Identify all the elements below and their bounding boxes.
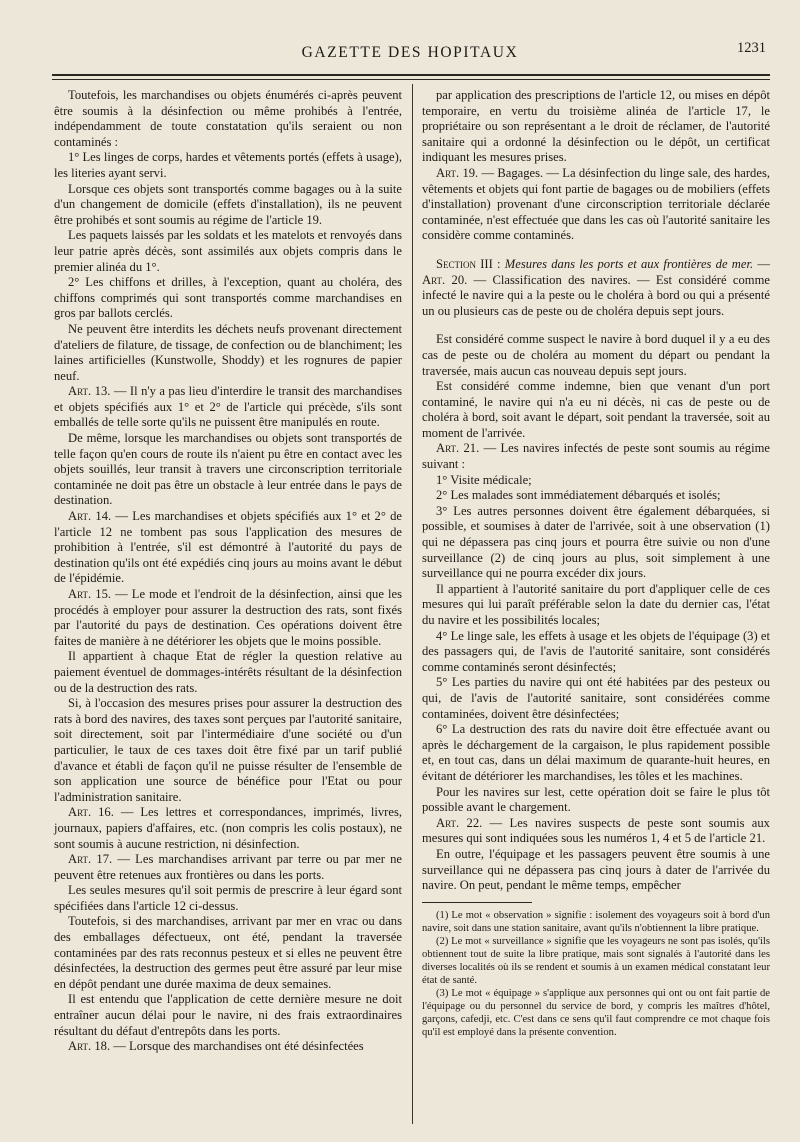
paragraph-text: Si, à l'occasion des mesures prises pour assurer la destruction des rats à bord des navires, des taxes sont perçues par l'autorité sanitaire, soit directement, soit par l'intermédiaire d'une société ou d'un particulier, le taux de ces taxes doit être fixé par un tarif publié d'avance et établi de façon qu'il ne puisse résulter de l'ensemble de son application une source de bénéfice pour l'Etat ou pour l'administration sanitaire. (54, 696, 402, 804)
paragraph (54, 150, 402, 181)
paragraph (422, 473, 770, 489)
paragraph-text: Il appartient à chaque Etat de régler la question relative au paiement éventuel de dommages-intérêts résultant de la désinfection ou de la destruction des rats. (54, 649, 402, 695)
footnote: (3) Le mot « équipage » s'applique aux personnes qui ont ou ont fait partie de l'équipage ou du personnel du service de bord, y compris les maîtres d'hôtel, garçons, cafedji, etc. C'est dans ce sens qu'il faut comprendre ce mot chaque fois qu'il est employé dans la présente convention. (422, 987, 770, 1038)
paragraph (54, 431, 402, 509)
paragraph-text: — Les navires suspects de peste sont soumis aux mesures qui sont indiquées sous les numéros 1, 4 et 5 de l'article 21. (422, 815, 770, 846)
paragraph-text: Les seules mesures qu'il soit permis de prescrire à leur égard sont spécifiées dans l'article 12 ci-dessus. (54, 883, 402, 913)
paragraph-text: 2° Les chiffons et drilles, à l'exception, quant au choléra, des chiffons comprimés qui sont transportés comme marchandises en gros par ballots cerclés. (54, 275, 402, 321)
article-label: Art. 19. (436, 165, 479, 180)
paragraph (422, 504, 770, 582)
paragraph-text: Lorsque ces objets sont transportés comme bagages ou à la suite d'un changement de domicile (effets d'installation), ils ne peuvent être prohibés et sont soumis au régime de l'article 19. (54, 181, 402, 227)
section-gap (422, 244, 770, 257)
paragraph-text: 2° Les malades sont immédiatement débarqués et isolés; (436, 488, 721, 503)
paragraph (54, 275, 402, 322)
paragraph (422, 332, 770, 379)
section-name: Mesures dans les ports et aux frontières de mer. (500, 256, 754, 271)
paragraph (422, 582, 770, 629)
paragraph (422, 722, 770, 784)
paragraph (54, 322, 402, 384)
paragraph (54, 384, 402, 431)
paragraph-text: 1° Les linges de corps, hardes et vêtements portés (effets à usage), les literies ayant servi. (54, 150, 402, 180)
paragraph-text: 6° La destruction des rats du navire doit être effectuée avant ou après le déchargement de la cargaison, le plus rapidement possible et, en tout cas, dans un délai maximum de quarante-huit heures, en évitant de détériorer les marchandises, les tôles et les machines. (422, 722, 770, 783)
paragraph (422, 488, 770, 504)
paragraph (422, 441, 770, 472)
paragraph-text: — Il n'y a pas lieu d'interdire le transit des marchandises et objets spécifiés aux 1° et 2° de l'article qui précède, s'ils sont emballés de telle sorte qu'ils ne puissent être manipulés en route. (54, 384, 402, 430)
paragraph-text: De même, lorsque les marchandises ou objets sont transportés de telle façon qu'en cours de route ils n'aient pu être en contact avec les objets souillés, leur transit à travers une circonscription territoriale contaminée ne doit pas être un obstacle à leur entrée dans le pays de destination. (54, 431, 402, 508)
paragraph-text: Pour les navires sur lest, cette opération doit se faire le plus tôt possible avant le chargement. (422, 784, 770, 815)
paragraph-text: Les paquets laissés par les soldats et les matelots et renvoyés dans leur patrie après décès, sont assimilés aux objets compris dans le premier alinéa du 1°. (54, 228, 402, 274)
article-label: Art. 22. (436, 815, 483, 830)
paragraph-text: Toutefois, les marchandises ou objets énumérés ci-après peuvent être soumis à la désinfection ou même prohibés à l'entrée, indépendamment de toute constatation qu'ils seraient ou non contaminés : (54, 88, 402, 149)
paragraph (54, 509, 402, 587)
header-rule-thick (52, 74, 770, 76)
paragraph-text: — Le mode et l'endroit de la désinfection, ainsi que les procédés à employer pour assurer la destruction des rats, sont fixés par l'autorité du pays de destination. Ces opérations doivent être faites de manière à ne détériorer les objets que le moins possible. (54, 587, 402, 648)
paragraph (54, 649, 402, 696)
article-label: Art. 13. (68, 384, 111, 399)
paragraph-text: par application des prescriptions de l'article 12, ou mises en dépôt temporaire, en vertu du troisième alinéa de l'article 17, le propriétaire ou son représentant a le droit de réclamer, de l'autorité sanitaire qui a ordonné la désinfection ou le dépôt, un certificat indiquant les mesures prises. (422, 88, 770, 165)
paragraph (422, 629, 770, 676)
page-number: 1231 (737, 40, 766, 56)
paragraph (422, 847, 770, 894)
paragraph (422, 675, 770, 722)
column-divider (412, 84, 413, 1124)
paragraph (54, 88, 402, 150)
footnote: (2) Le mot « surveillance » signifie que les voyageurs ne sont pas isolés, qu'ils obtiennent tout de suite la libre pratique, mais sont signalés à l'autorité dans les diverses localités où ils se rendent et soumis à un examen médical constatant leur état de santé. (422, 935, 770, 986)
paragraph (54, 883, 402, 914)
paragraph (54, 182, 402, 229)
paragraph (422, 785, 770, 816)
article-label: Art. 17. (68, 852, 113, 867)
paragraph-text: Ne peuvent être interdits les déchets neufs provenant directement d'ateliers de filature, de tissage, de confection ou de blanchiment; les laines artificielles (Kunstwolle, Shoddy) et les rognures de papier neuf. (54, 321, 402, 383)
paragraph (54, 805, 402, 852)
paragraph-text: — Classification des navires. — Est considéré comme infecté le navire qui a la peste ou le choléra à bord ou qui a présenté un ou plusieurs cas de peste ou de choléra depuis sept jours. (422, 272, 770, 318)
paragraph (54, 696, 402, 805)
section-label: Section III : (436, 256, 501, 271)
paragraph-text: — Bagages. — La désinfection du linge sale, des hardes, vêtements et objets qui font partie de bagages ou de mobiliers (effets d'installation) provenant d'une circonscription territoriale déclarée contaminée, n'est effectuée que dans les cas où l'autorité sanitaire les considère comme contaminés. (422, 165, 770, 243)
paragraph (54, 852, 402, 883)
paragraph (54, 992, 402, 1039)
paragraph-text: En outre, l'équipage et les passagers peuvent être soumis à une surveillance qui ne dépassera pas cinq jours à dater de l'arrivée du navire. On peut, pendant le même temps, empêcher (422, 846, 770, 893)
article-label: Art. 18. (68, 1039, 111, 1054)
running-title: GAZETTE DES HOPITAUX (301, 44, 519, 61)
paragraph-text: Est considéré comme suspect le navire à bord duquel il y a eu des cas de peste ou de choléra au moment du départ ou pendant la traversée, mais aucun cas nouveau depuis sept jours. (422, 332, 770, 378)
footnote: (1) Le mot « observation » signifie : isolement des voyageurs soit à bord d'un navire, soit dans une station sanitaire, avant qu'ils n'obtiennent la libre pratique. (422, 909, 770, 934)
footnotes (422, 909, 770, 1039)
paragraph-text: 1° Visite médicale; (436, 472, 532, 487)
section-gap (422, 319, 770, 332)
paragraph-text: 5° Les parties du navire qui ont été habitées par des pesteux ou qui, de l'avis de l'autorité sanitaire, sont considérées comme contaminées, doivent être désinfectées; (422, 675, 770, 721)
paragraph-text: Toutefois, si des marchandises, arrivant par mer en vrac ou dans des emballages défectueux, ont été, pendant la traversée contaminées par des rats reconnus pesteux et si elles ne peuvent être désinfectées, la destruction des germes peut être assuré par leur mise en dépôt pendant une durée maxima de deux semaines. (54, 914, 402, 991)
paragraph-text: — Les marchandises et objets spécifiés aux 1° et 2° de l'article 12 ne tombent pas sous l'application des mesures de prohibition à l'entrée, s'il est démontré à l'autorité du pays de destination qu'ils ont été expédiés cinq jours au moins avant le début de l'épidémie. (54, 509, 402, 586)
paragraph-text: Il appartient à l'autorité sanitaire du port d'appliquer celle de ces mesures qui lui paraît préférable selon la date du dernier cas, l'état du navire et les possibilités locales; (422, 581, 770, 627)
article-label: Art. 16. (68, 805, 114, 820)
header-rule-thin (52, 79, 770, 80)
paragraph (422, 257, 770, 319)
paragraph (422, 88, 770, 166)
article-label: — Art. 20. (422, 256, 770, 287)
paragraph-text: Est considéré comme indemne, bien que venant d'un port contaminé, le navire qui n'a eu ni décès, ni cas de peste ou de choléra à bord, soit avant le départ, soit pendant la traversée, soit au moment de l'arrivée. (422, 379, 770, 440)
paragraph-text: — Les lettres et correspondances, imprimés, livres, journaux, papiers d'affaires, etc. (non compris les colis postaux), ne sont soumis à aucune restriction, ni désinfection. (54, 805, 402, 851)
paragraph-text: — Les marchandises arrivant par terre ou par mer ne peuvent être retenues aux frontières ou dans les ports. (54, 852, 402, 882)
paragraph-text: — Les navires infectés de peste sont soumis au régime suivant : (422, 441, 770, 472)
article-label: Art. 21. (436, 441, 480, 456)
paragraph (54, 587, 402, 649)
paragraph-text: Il est entendu que l'application de cette dernière mesure ne doit entraîner aucun délai pour le navire, ni des frais extraordinaires résultant du défaut d'entrepôts dans les ports. (54, 992, 402, 1038)
paragraph-text: 4° Le linge sale, les effets à usage et les objets de l'équipage (3) et des passagers qui, de l'avis de l'autorité sanitaire, sont considérés comme contaminés seront désinfectés; (422, 628, 770, 674)
paragraph (54, 1039, 402, 1055)
paragraph (422, 166, 770, 244)
right-column-body (422, 88, 770, 894)
paragraph (422, 379, 770, 441)
paragraph-text: 3° Les autres personnes doivent être également débarquées, si possible, et soumises à dater de l'arrivée, soit à une observation (1) qui ne dépassera pas cinq jours et pourra être suivie ou non d'une surveillance (2) de cinq jours au plus, soit simplement à une surveillance qui ne pourra excéder dix jours. (422, 503, 770, 581)
paragraph (422, 816, 770, 847)
paragraph-text: — Lorsque des marchandises ont été désinfectées (110, 1039, 364, 1054)
paragraph (54, 914, 402, 992)
right-column (422, 88, 770, 1039)
left-column (54, 88, 402, 1055)
footnote-rule (422, 902, 532, 903)
article-label: Art. 14. (68, 509, 112, 524)
paragraph (54, 228, 402, 275)
page-header (50, 40, 770, 70)
article-label: Art. 15. (68, 587, 112, 601)
